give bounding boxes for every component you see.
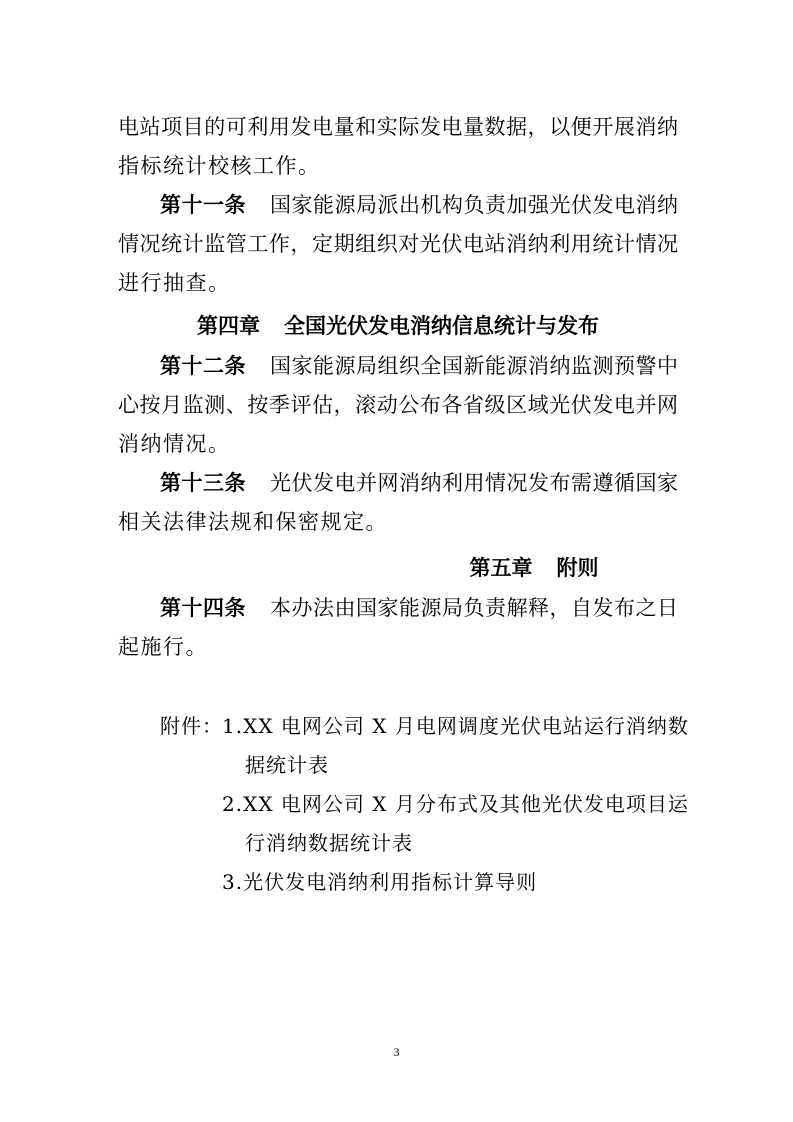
chapter-title: 附则 [556, 555, 599, 580]
paragraph-line: 指标统计校核工作。 [118, 154, 321, 178]
article-11 [160, 192, 678, 218]
article-text: 国家能源局派出机构负责加强光伏发电消纳 [270, 193, 678, 217]
attachment-item-2-cont: 行消纳数据统计表 [245, 831, 413, 855]
attachment-item-3: 3.光伏发电消纳利用指标计算导则 [222, 870, 538, 894]
article-12 [160, 353, 678, 379]
chapter-4-heading [118, 313, 678, 339]
article-13 [160, 470, 678, 496]
article-text: 国家能源局组织全国新能源消纳监测预警中 [270, 354, 678, 378]
chapter-title: 全国光伏发电消纳信息统计与发布 [284, 313, 599, 338]
chapter-number: 第五章 [469, 555, 533, 580]
article-label: 第十二条 [160, 353, 246, 378]
attachment-item-1-cont: 据统计表 [245, 753, 329, 777]
paragraph-line: 进行抽查。 [118, 271, 231, 295]
paragraph-line: 消纳情况。 [118, 432, 231, 456]
article-14 [160, 595, 678, 621]
attachment-item-1: 1.XX 电网公司 X 月电网调度光伏电站运行消纳数 [222, 714, 689, 738]
paragraph-line: 情况统计监管工作，定期组织对光伏电站消纳利用统计情况 [118, 232, 678, 256]
attachments-label: 附件： [160, 714, 223, 738]
article-text: 本办法由国家能源局负责解释，自发布之日 [270, 596, 678, 620]
chapter-5-heading [254, 555, 793, 581]
paragraph-line: 起施行。 [118, 635, 208, 659]
article-label: 第十一条 [160, 192, 246, 217]
article-label: 第十四条 [160, 595, 246, 620]
page-number: 3 [393, 1045, 400, 1059]
paragraph-line: 心按月监测、按季评估，滚动公布各省级区域光伏发电并网 [118, 393, 678, 417]
article-label: 第十三条 [160, 470, 246, 495]
paragraph-line: 电站项目的可利用发电量和实际发电量数据，以便开展消纳 [118, 115, 678, 139]
attachment-item-2: 2.XX 电网公司 X 月分布式及其他光伏发电项目运 [222, 792, 689, 816]
article-text: 光伏发电并网消纳利用情况发布需遵循国家 [270, 471, 678, 495]
paragraph-line: 相关法律法规和保密规定。 [118, 510, 388, 534]
chapter-number: 第四章 [197, 313, 260, 338]
